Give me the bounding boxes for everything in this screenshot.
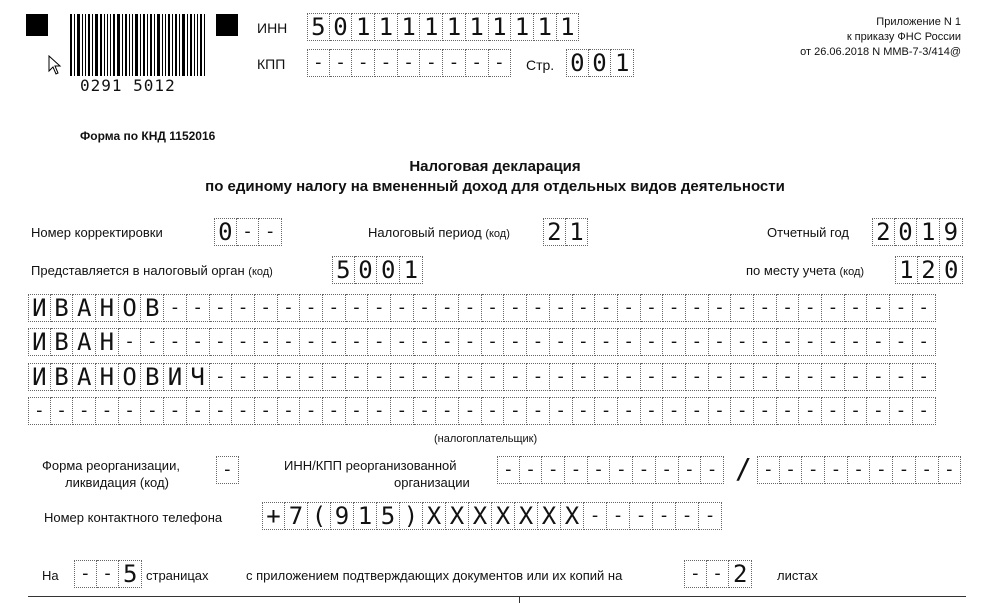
- attach-label: с приложением подтверждающих документов или их копий на: [246, 568, 623, 583]
- sheets-label: листах: [777, 568, 818, 583]
- char-cell: 2: [543, 218, 566, 246]
- char-cell: -: [799, 294, 822, 322]
- char-cell: -: [848, 456, 871, 484]
- char-cell: -: [709, 397, 732, 425]
- char-cell: 0: [940, 256, 963, 284]
- report-year-field[interactable]: [872, 218, 963, 246]
- char-cell: -: [686, 294, 709, 322]
- taxpayer-surname-field[interactable]: [28, 294, 936, 322]
- char-cell: -: [237, 218, 260, 246]
- char-cell: -: [259, 218, 282, 246]
- correction-label: Номер корректировки: [31, 225, 163, 240]
- char-cell: -: [307, 49, 330, 77]
- reorg-form-label-1: Форма реорганизации,: [42, 458, 180, 473]
- char-cell: 1: [895, 256, 918, 284]
- char-cell: -: [300, 363, 323, 391]
- char-cell: X: [469, 502, 492, 530]
- char-cell: -: [300, 294, 323, 322]
- appendix-line-1: Приложение N 1: [876, 16, 961, 28]
- char-cell: -: [232, 397, 255, 425]
- char-cell: -: [618, 363, 641, 391]
- char-cell: -: [684, 560, 707, 588]
- char-cell: -: [255, 363, 278, 391]
- char-cell: -: [686, 363, 709, 391]
- char-cell: -: [323, 328, 346, 356]
- char-cell: -: [300, 397, 323, 425]
- char-cell: X: [538, 502, 561, 530]
- char-cell: -: [679, 456, 702, 484]
- char-cell: -: [573, 363, 596, 391]
- char-cell: -: [210, 363, 233, 391]
- char-cell: -: [618, 328, 641, 356]
- char-cell: 9: [940, 218, 963, 246]
- char-cell: -: [28, 397, 51, 425]
- char-cell: -: [641, 397, 664, 425]
- char-cell: -: [436, 363, 459, 391]
- char-cell: -: [141, 397, 164, 425]
- char-cell: +: [262, 502, 285, 530]
- pages-label: страницах: [146, 568, 209, 583]
- char-cell: 2: [918, 256, 941, 284]
- bottom-divider: [28, 596, 966, 597]
- char-cell: -: [550, 397, 573, 425]
- char-cell: -: [187, 397, 210, 425]
- char-cell: 1: [511, 13, 534, 41]
- char-cell: -: [565, 456, 588, 484]
- char-cell: -: [777, 363, 800, 391]
- taxpayer-caption: (налогоплательщик): [434, 433, 538, 445]
- char-cell: 0: [589, 49, 612, 77]
- char-cell: -: [97, 560, 120, 588]
- char-cell: -: [164, 294, 187, 322]
- char-cell: О: [119, 294, 142, 322]
- char-cell: -: [255, 397, 278, 425]
- taxpayer-name-field[interactable]: [28, 328, 936, 356]
- slash-separator: /: [735, 452, 752, 485]
- char-cell: -: [550, 294, 573, 322]
- char-cell: -: [595, 294, 618, 322]
- char-cell: 1: [443, 13, 466, 41]
- char-cell: -: [323, 363, 346, 391]
- char-cell: -: [420, 49, 443, 77]
- char-cell: И: [28, 294, 51, 322]
- char-cell: -: [780, 456, 803, 484]
- char-cell: -: [913, 397, 936, 425]
- char-cell: -: [187, 328, 210, 356]
- registration-place-field[interactable]: [895, 256, 963, 284]
- char-cell: -: [663, 397, 686, 425]
- char-cell: -: [709, 363, 732, 391]
- char-cell: -: [278, 328, 301, 356]
- char-cell: -: [278, 363, 301, 391]
- char-cell: -: [391, 294, 414, 322]
- char-cell: -: [346, 328, 369, 356]
- char-cell: -: [164, 328, 187, 356]
- char-cell: -: [641, 294, 664, 322]
- char-cell: -: [893, 456, 916, 484]
- char-cell: -: [119, 397, 142, 425]
- char-cell: -: [482, 294, 505, 322]
- char-cell: -: [398, 49, 421, 77]
- char-cell: 1: [466, 13, 489, 41]
- char-cell: -: [867, 397, 890, 425]
- taxpayer-patronymic-field[interactable]: [28, 363, 936, 391]
- char-cell: -: [799, 363, 822, 391]
- reorg-kpp-field[interactable]: [757, 456, 961, 484]
- year-label: Отчетный год: [767, 225, 849, 240]
- char-cell: -: [607, 502, 630, 530]
- char-cell: -: [51, 397, 74, 425]
- char-cell: -: [890, 363, 913, 391]
- char-cell: -: [731, 397, 754, 425]
- char-cell: 9: [331, 502, 354, 530]
- correction-number-field[interactable]: [214, 218, 282, 246]
- mouse-cursor-icon: [48, 55, 62, 75]
- appendix-line-2: к приказу ФНС России: [846, 31, 961, 43]
- char-cell: -: [754, 328, 777, 356]
- kpp-label: КПП: [257, 56, 286, 72]
- char-cell: 5: [377, 502, 400, 530]
- char-cell: -: [368, 294, 391, 322]
- char-cell: X: [446, 502, 469, 530]
- char-cell: X: [515, 502, 538, 530]
- char-cell: -: [346, 294, 369, 322]
- char-cell: -: [323, 397, 346, 425]
- char-cell: -: [391, 363, 414, 391]
- char-cell: -: [595, 397, 618, 425]
- char-cell: 0: [377, 256, 400, 284]
- char-cell: -: [164, 397, 187, 425]
- char-cell: -: [414, 397, 437, 425]
- inn-label: ИНН: [257, 20, 288, 36]
- page-label: Стр.: [526, 57, 555, 73]
- char-cell: -: [799, 397, 822, 425]
- char-cell: 0: [566, 49, 589, 77]
- char-cell: -: [542, 456, 565, 484]
- inn-field[interactable]: [307, 13, 579, 41]
- char-cell: -: [232, 363, 255, 391]
- char-cell: 2: [729, 560, 752, 588]
- char-cell: -: [368, 363, 391, 391]
- char-cell: -: [653, 502, 676, 530]
- char-cell: -: [391, 397, 414, 425]
- attach-sheets-field[interactable]: [684, 560, 752, 588]
- char-cell: И: [164, 363, 187, 391]
- char-cell: 1: [420, 13, 443, 41]
- char-cell: 1: [489, 13, 512, 41]
- char-cell: -: [731, 363, 754, 391]
- char-cell: -: [459, 328, 482, 356]
- char-cell: -: [845, 363, 868, 391]
- char-cell: -: [573, 328, 596, 356]
- char-cell: -: [777, 328, 800, 356]
- char-cell: -: [119, 328, 142, 356]
- char-cell: -: [916, 456, 939, 484]
- char-cell: -: [799, 328, 822, 356]
- char-cell: -: [573, 397, 596, 425]
- char-cell: -: [825, 456, 848, 484]
- bottom-tick: [519, 596, 520, 603]
- char-cell: -: [232, 294, 255, 322]
- char-cell: А: [73, 363, 96, 391]
- char-cell: 1: [566, 218, 589, 246]
- registration-mark-right: [216, 14, 238, 36]
- char-cell: X: [561, 502, 584, 530]
- authority-label: Представляется в налоговый орган (код): [31, 263, 273, 278]
- char-cell: -: [867, 363, 890, 391]
- char-cell: -: [641, 363, 664, 391]
- char-cell: -: [573, 294, 596, 322]
- char-cell: В: [141, 363, 164, 391]
- char-cell: -: [630, 502, 653, 530]
- char-cell: -: [913, 328, 936, 356]
- char-cell: 1: [375, 13, 398, 41]
- char-cell: -: [870, 456, 893, 484]
- char-cell: -: [731, 328, 754, 356]
- char-cell: -: [520, 456, 543, 484]
- char-cell: -: [676, 502, 699, 530]
- char-cell: -: [754, 397, 777, 425]
- char-cell: -: [346, 363, 369, 391]
- char-cell: 0: [895, 218, 918, 246]
- char-cell: -: [595, 363, 618, 391]
- page-number-field[interactable]: [566, 49, 634, 77]
- char-cell: -: [210, 328, 233, 356]
- char-cell: -: [459, 397, 482, 425]
- char-cell: -: [913, 294, 936, 322]
- char-cell: -: [754, 363, 777, 391]
- char-cell: Н: [96, 294, 119, 322]
- char-cell: -: [595, 328, 618, 356]
- char-cell: 1: [557, 13, 580, 41]
- char-cell: 5: [307, 13, 330, 41]
- char-cell: -: [436, 294, 459, 322]
- appendix-line-3: от 26.06.2018 N ММВ-7-3/414@: [800, 46, 961, 58]
- title-line-2: по единому налогу на вмененный доход для отдельных видов деятельности: [205, 178, 785, 195]
- barcode-number: 0291 5012: [80, 76, 176, 95]
- reorg-inn-field[interactable]: [497, 456, 724, 484]
- char-cell: -: [845, 294, 868, 322]
- char-cell: -: [368, 328, 391, 356]
- char-cell: 5: [119, 560, 142, 588]
- pages-on-label: На: [42, 568, 59, 583]
- char-cell: -: [141, 328, 164, 356]
- form-code: Форма по КНД 1152016: [80, 129, 216, 143]
- char-cell: -: [641, 328, 664, 356]
- char-cell: -: [754, 294, 777, 322]
- char-cell: 0: [330, 13, 353, 41]
- char-cell: О: [119, 363, 142, 391]
- place-label: по месту учета (код): [746, 263, 865, 278]
- char-cell: И: [28, 328, 51, 356]
- char-cell: X: [492, 502, 515, 530]
- char-cell: -: [527, 397, 550, 425]
- kpp-field[interactable]: [307, 49, 511, 77]
- char-cell: -: [391, 328, 414, 356]
- char-cell: 1: [534, 13, 557, 41]
- char-cell: -: [633, 456, 656, 484]
- char-cell: -: [497, 456, 520, 484]
- char-cell: -: [913, 363, 936, 391]
- char-cell: -: [701, 456, 724, 484]
- char-cell: ): [400, 502, 423, 530]
- char-cell: -: [618, 397, 641, 425]
- char-cell: -: [278, 397, 301, 425]
- char-cell: -: [686, 397, 709, 425]
- char-cell: -: [504, 363, 527, 391]
- char-cell: -: [777, 294, 800, 322]
- registration-mark-left: [26, 14, 48, 36]
- char-cell: -: [74, 560, 97, 588]
- char-cell: -: [550, 328, 573, 356]
- char-cell: -: [527, 363, 550, 391]
- char-cell: 1: [354, 502, 377, 530]
- char-cell: В: [51, 294, 74, 322]
- char-cell: -: [822, 328, 845, 356]
- char-cell: -: [822, 363, 845, 391]
- reorg-form-field[interactable]: [216, 456, 239, 484]
- char-cell: -: [588, 456, 611, 484]
- char-cell: 1: [611, 49, 634, 77]
- char-cell: -: [323, 294, 346, 322]
- char-cell: 1: [917, 218, 940, 246]
- char-cell: -: [802, 456, 825, 484]
- pages-count-field[interactable]: [74, 560, 142, 588]
- char-cell: -: [466, 49, 489, 77]
- char-cell: -: [610, 456, 633, 484]
- char-cell: -: [255, 294, 278, 322]
- char-cell: И: [28, 363, 51, 391]
- phone-label: Номер контактного телефона: [44, 510, 223, 525]
- char-cell: -: [414, 294, 437, 322]
- char-cell: -: [550, 363, 573, 391]
- char-cell: -: [867, 294, 890, 322]
- reorg-innkpp-label-1: ИНН/КПП реорганизованной: [284, 458, 457, 473]
- char-cell: -: [330, 49, 353, 77]
- tax-period-field[interactable]: [543, 218, 588, 246]
- char-cell: -: [709, 328, 732, 356]
- char-cell: -: [845, 328, 868, 356]
- char-cell: -: [656, 456, 679, 484]
- title-line-1: Налоговая декларация: [409, 158, 581, 175]
- char-cell: -: [482, 397, 505, 425]
- char-cell: -: [867, 328, 890, 356]
- period-label: Налоговый период (код): [368, 225, 510, 240]
- char-cell: 2: [872, 218, 895, 246]
- char-cell: -: [368, 397, 391, 425]
- char-cell: -: [436, 397, 459, 425]
- char-cell: -: [278, 294, 301, 322]
- char-cell: -: [459, 363, 482, 391]
- char-cell: -: [699, 502, 722, 530]
- char-cell: 0: [214, 218, 237, 246]
- char-cell: -: [375, 49, 398, 77]
- char-cell: -: [707, 560, 730, 588]
- char-cell: -: [414, 363, 437, 391]
- char-cell: -: [504, 397, 527, 425]
- taxpayer-extra-field[interactable]: [28, 397, 936, 425]
- char-cell: (: [308, 502, 331, 530]
- char-cell: 5: [332, 256, 355, 284]
- char-cell: -: [663, 294, 686, 322]
- char-cell: В: [51, 363, 74, 391]
- char-cell: -: [482, 363, 505, 391]
- char-cell: В: [51, 328, 74, 356]
- char-cell: Н: [96, 328, 119, 356]
- char-cell: -: [663, 363, 686, 391]
- char-cell: -: [346, 397, 369, 425]
- char-cell: -: [504, 294, 527, 322]
- char-cell: -: [890, 328, 913, 356]
- char-cell: -: [527, 294, 550, 322]
- char-cell: 1: [398, 13, 421, 41]
- reorg-form-label-2: ликвидация (код): [65, 475, 169, 490]
- char-cell: А: [73, 294, 96, 322]
- char-cell: -: [584, 502, 607, 530]
- char-cell: 0: [355, 256, 378, 284]
- char-cell: А: [73, 328, 96, 356]
- char-cell: 1: [400, 256, 423, 284]
- char-cell: -: [232, 328, 255, 356]
- char-cell: -: [352, 49, 375, 77]
- reorg-innkpp-label-2: организации: [394, 475, 470, 490]
- char-cell: -: [822, 397, 845, 425]
- char-cell: -: [527, 328, 550, 356]
- char-cell: -: [300, 328, 323, 356]
- char-cell: -: [504, 328, 527, 356]
- char-cell: -: [890, 397, 913, 425]
- phone-field[interactable]: [262, 502, 722, 530]
- char-cell: -: [939, 456, 962, 484]
- char-cell: -: [686, 328, 709, 356]
- char-cell: Н: [96, 363, 119, 391]
- char-cell: -: [757, 456, 780, 484]
- char-cell: -: [822, 294, 845, 322]
- char-cell: X: [423, 502, 446, 530]
- tax-authority-field[interactable]: [332, 256, 423, 284]
- char-cell: -: [845, 397, 868, 425]
- char-cell: -: [210, 397, 233, 425]
- char-cell: -: [709, 294, 732, 322]
- char-cell: -: [459, 294, 482, 322]
- char-cell: -: [777, 397, 800, 425]
- char-cell: В: [141, 294, 164, 322]
- char-cell: -: [216, 456, 239, 484]
- char-cell: -: [618, 294, 641, 322]
- char-cell: -: [489, 49, 512, 77]
- barcode: [70, 14, 207, 76]
- char-cell: -: [210, 294, 233, 322]
- char-cell: -: [414, 328, 437, 356]
- char-cell: Ч: [187, 363, 210, 391]
- char-cell: -: [731, 294, 754, 322]
- char-cell: -: [663, 328, 686, 356]
- char-cell: -: [443, 49, 466, 77]
- char-cell: -: [482, 328, 505, 356]
- char-cell: -: [73, 397, 96, 425]
- char-cell: 7: [285, 502, 308, 530]
- char-cell: -: [890, 294, 913, 322]
- char-cell: -: [436, 328, 459, 356]
- char-cell: -: [96, 397, 119, 425]
- char-cell: 1: [352, 13, 375, 41]
- char-cell: -: [187, 294, 210, 322]
- char-cell: -: [255, 328, 278, 356]
